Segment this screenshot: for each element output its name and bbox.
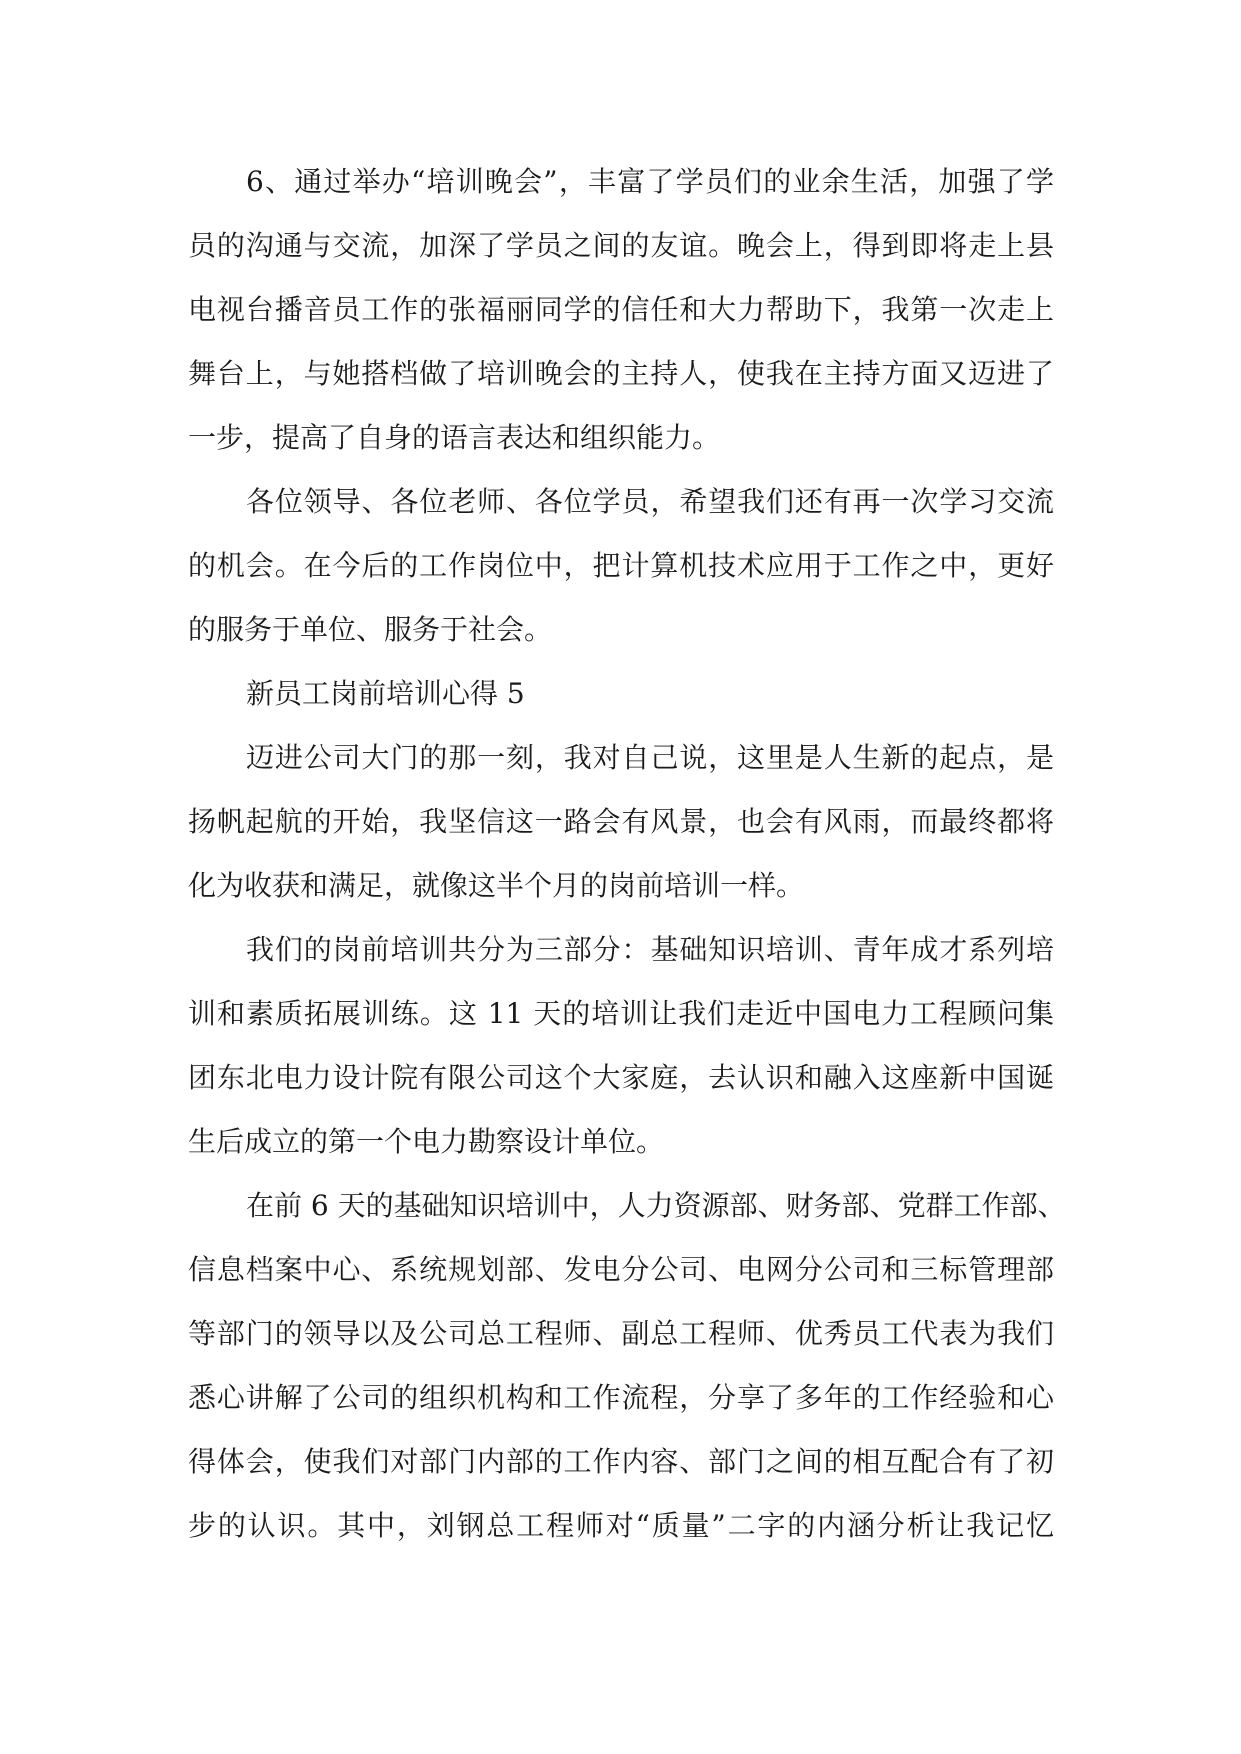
text-line: 训和素质拓展训练。这 11 天的培训让我们走近中国电力工程顾问集	[188, 997, 1054, 1030]
text-line: 员的沟通与交流，加深了学员之间的友谊。晚会上，得到即将走上县	[188, 229, 1054, 262]
paragraph-training-parts	[188, 918, 1054, 1174]
section-heading: 新员工岗前培训心得 5	[246, 677, 525, 710]
text-line: 一步，提高了自身的语言表达和组织能力。	[188, 421, 721, 454]
paragraph-training-gala	[188, 150, 1054, 470]
text-line: 电视台播音员工作的张福丽同学的信任和大力帮助下，我第一次走上	[188, 293, 1054, 326]
document-body	[188, 150, 1066, 1558]
text-line: 生后成立的第一个电力勘察设计单位。	[188, 1125, 665, 1158]
paragraph-basic-knowledge	[188, 1174, 1066, 1558]
text-line: 信息档案中心、系统规划部、发电分公司、电网分公司和三标管理部	[188, 1253, 1054, 1286]
text-line: 我们的岗前培训共分为三部分：基础知识培训、青年成才系列培	[246, 933, 1054, 966]
section-heading-5	[188, 662, 1054, 726]
text-line: 步的认识。其中，刘钢总工程师对“质量”二字的内涵分析让我记忆	[188, 1509, 1054, 1542]
text-line: 各位领导、各位老师、各位学员，希望我们还有再一次学习交流	[246, 485, 1054, 518]
text-line: 6、通过举办“培训晚会”，丰富了学员们的业余生活，加强了学	[246, 165, 1054, 198]
text-line: 在前 6 天的基础知识培训中，人力资源部、财务部、党群工作部、	[246, 1189, 1066, 1222]
paragraph-closing-wishes	[188, 470, 1054, 662]
text-line: 等部门的领导以及公司总工程师、副总工程师、优秀员工代表为我们	[188, 1317, 1054, 1350]
text-line: 悉心讲解了公司的组织机构和工作流程，分享了多年的工作经验和心	[188, 1381, 1054, 1414]
text-line: 舞台上，与她搭档做了培训晚会的主持人，使我在主持方面又迈进了	[188, 357, 1054, 390]
text-line: 扬帆起航的开始，我坚信这一路会有风景，也会有风雨，而最终都将	[188, 805, 1054, 838]
text-line: 化为收获和满足，就像这半个月的岗前培训一样。	[188, 869, 805, 902]
text-line: 得体会，使我们对部门内部的工作内容、部门之间的相互配合有了初	[188, 1445, 1054, 1478]
text-line: 的机会。在今后的工作岗位中，把计算机技术应用于工作之中，更好	[188, 549, 1054, 582]
text-line: 迈进公司大门的那一刻，我对自己说，这里是人生新的起点，是	[246, 741, 1054, 774]
text-line: 的服务于单位、服务于社会。	[188, 613, 553, 646]
text-line: 团东北电力设计院有限公司这个大家庭，去认识和融入这座新中国诞	[188, 1061, 1054, 1094]
paragraph-company-gate	[188, 726, 1054, 918]
